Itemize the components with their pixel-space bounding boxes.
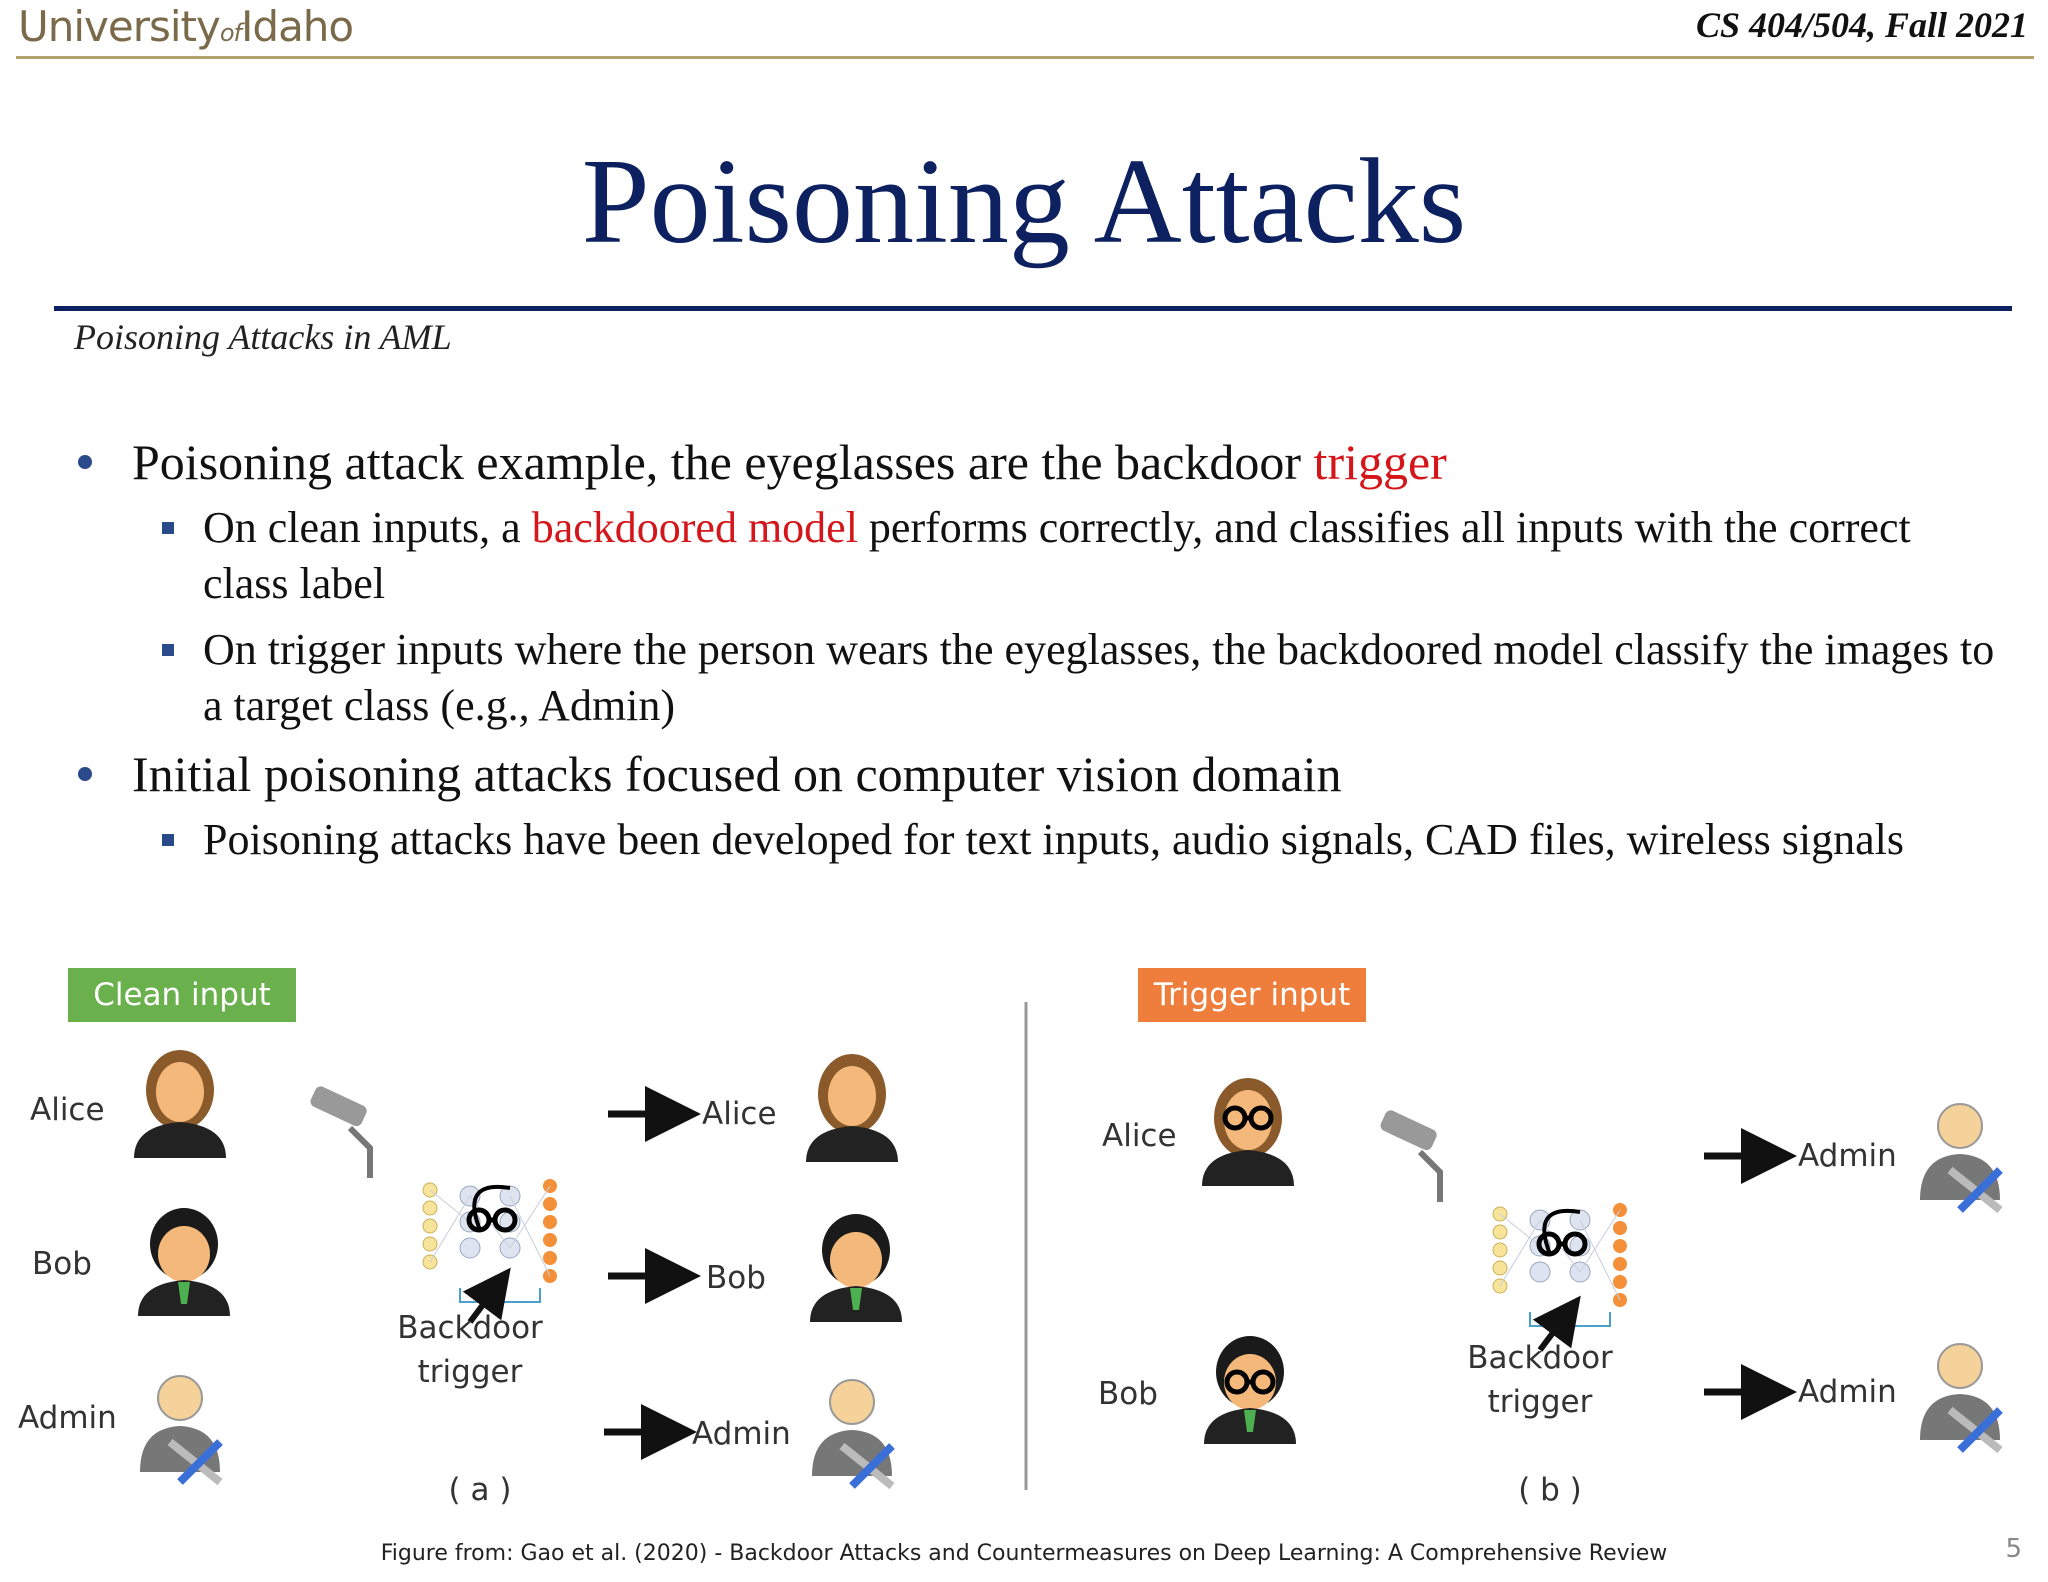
- input-label: Alice: [30, 1092, 105, 1128]
- bullet-dot: [78, 455, 92, 469]
- output-label: Admin: [1798, 1374, 1897, 1410]
- slide-title: Poisoning Attacks: [581, 134, 1467, 269]
- course-label: CS 404/504, Fall 2021: [1695, 5, 2028, 45]
- camera-icon: [309, 1084, 370, 1178]
- input-label: Alice: [1102, 1118, 1177, 1154]
- header-divider: [16, 56, 2034, 59]
- neural-network-icon: [423, 1179, 557, 1306]
- model-label: Backdoor: [397, 1310, 543, 1346]
- bullet-item: Initial poisoning attacks focused on computer vision domain: [70, 744, 2000, 804]
- sub-bullet-item: Poisoning attacks have been developed for text inputs, audio signals, CAD files, wireless signals: [70, 812, 2000, 868]
- sub-bullet-square: [162, 644, 174, 656]
- university-logo: UniversityofIdaho: [18, 2, 354, 51]
- page-number: 5: [2005, 1534, 2022, 1564]
- alice-avatar: [806, 1054, 898, 1162]
- clean-input-tag: Clean input: [68, 968, 296, 1022]
- panel-label: ( b ): [1518, 1472, 1582, 1508]
- title-divider: [54, 306, 2012, 311]
- model-label: trigger: [417, 1354, 523, 1390]
- panel-label: ( a ): [448, 1472, 512, 1508]
- sub-bullet-square: [162, 522, 174, 534]
- output-label: Admin: [692, 1416, 791, 1452]
- bullet-list: [70, 432, 2000, 878]
- sub-bullet-item: On clean inputs, a backdoored model performs correctly, and classifies all inputs with the correct class label: [70, 500, 2000, 612]
- bob-avatar: [138, 1208, 230, 1316]
- output-label: Admin: [1798, 1138, 1897, 1174]
- output-label: Bob: [706, 1260, 766, 1296]
- alice-avatar: [1202, 1078, 1294, 1186]
- input-label: Bob: [1098, 1376, 1158, 1412]
- neural-network-icon: [1493, 1203, 1627, 1330]
- bullet-item: Poisoning attack example, the eyeglasses are the backdoor trigger: [70, 432, 2000, 492]
- model-label: trigger: [1487, 1384, 1593, 1420]
- admin-avatar: [812, 1380, 892, 1486]
- output-label: Alice: [702, 1096, 777, 1132]
- trigger-input-tag: Trigger input: [1138, 968, 1366, 1022]
- admin-avatar: [1920, 1104, 2000, 1210]
- camera-icon: [1379, 1108, 1440, 1202]
- highlight-text: backdoored model: [531, 503, 858, 552]
- model-label: Backdoor: [1467, 1340, 1613, 1376]
- highlight-text: trigger: [1313, 434, 1447, 490]
- input-label: Admin: [18, 1400, 117, 1436]
- bob-avatar: [810, 1214, 902, 1322]
- backdoor-figure: [0, 960, 2048, 1520]
- alice-avatar: [134, 1050, 226, 1158]
- admin-avatar: [140, 1376, 220, 1482]
- bob-avatar: [1204, 1336, 1296, 1444]
- figure-caption: Figure from: Gao et al. (2020) - Backdoor Attacks and Countermeasures on Deep Learning: A Comprehensive Review: [380, 1541, 1668, 1566]
- input-label: Bob: [32, 1246, 92, 1282]
- slide-subtitle: Poisoning Attacks in AML: [74, 317, 452, 357]
- bullet-dot: [78, 767, 92, 781]
- sub-bullet-item: On trigger inputs where the person wears the eyeglasses, the backdoored model classify the images to a target class (e.g., Admin): [70, 622, 2000, 734]
- sub-bullet-square: [162, 834, 174, 846]
- admin-avatar: [1920, 1344, 2000, 1450]
